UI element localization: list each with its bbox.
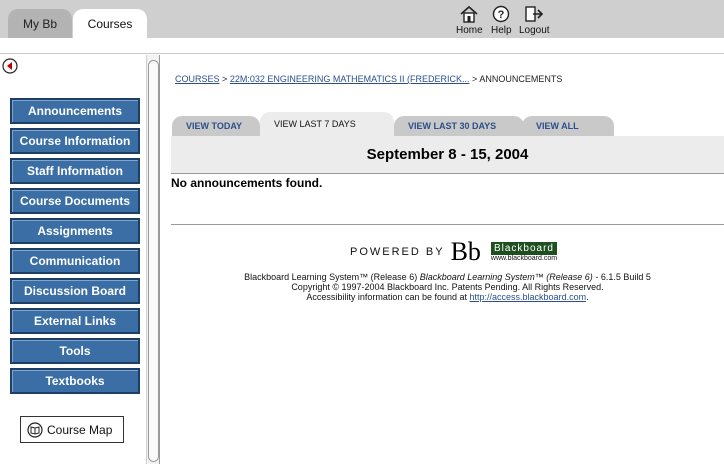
menu-announcements[interactable]: Announcements [10, 98, 140, 124]
copyright-icon: © [332, 282, 339, 292]
svg-text:?: ? [497, 9, 505, 21]
logout-icon [524, 5, 544, 23]
home-icon [459, 5, 479, 23]
main-content [160, 55, 724, 464]
blackboard-logo-word: Blackboard [491, 242, 557, 255]
footer-product-italic: Blackboard Learning System™ (Release 6) [419, 272, 593, 282]
menu-textbooks[interactable]: Textbooks [10, 368, 140, 394]
menu-scrollbar[interactable] [146, 55, 160, 464]
footer-period: . [586, 292, 589, 302]
top-bar-divider [0, 38, 724, 54]
help-label: Help [491, 25, 512, 36]
breadcrumb-separator: > [472, 74, 478, 84]
course-map-label: Course Map [47, 422, 113, 437]
menu-course-information[interactable]: Course Information [10, 128, 140, 154]
powered-by [350, 239, 557, 265]
content-divider [171, 224, 724, 225]
view-tabs [172, 114, 724, 136]
tab-view-all[interactable]: VIEW ALL [522, 116, 614, 136]
bb-logo-mark: Bb [450, 237, 481, 266]
menu-external-links[interactable]: External Links [10, 308, 140, 334]
accessibility-link[interactable]: http://access.blackboard.com [469, 292, 587, 302]
menu-communication[interactable]: Communication [10, 248, 140, 274]
date-range-header [171, 136, 724, 174]
no-announcements-message: No announcements found. [171, 176, 323, 190]
menu-assignments[interactable]: Assignments [10, 218, 140, 244]
tab-view-last-30-days[interactable]: VIEW LAST 30 DAYS [394, 116, 524, 136]
tab-courses[interactable]: Courses [73, 9, 147, 38]
powered-by-label: POWERED BY [350, 246, 445, 258]
blackboard-logo-url: www.blackboard.com [490, 255, 558, 262]
breadcrumb-course[interactable]: 22M:032 ENGINEERING MATHEMATICS II (FREDERICK... [229, 74, 470, 84]
blackboard-logo[interactable] [491, 242, 557, 262]
footer-build: - 6.1.5 Build 5 [595, 272, 651, 282]
footer-copyright-label: Copyright [291, 282, 330, 292]
book-icon [27, 422, 43, 438]
menu-tools[interactable]: Tools [10, 338, 140, 364]
tab-view-last-7-days[interactable]: VIEW LAST 7 DAYS [260, 112, 394, 136]
help-icon [492, 5, 510, 23]
tab-view-today[interactable]: VIEW TODAY [172, 116, 260, 136]
menu-staff-information[interactable]: Staff Information [10, 158, 140, 184]
tab-my-bb[interactable]: My Bb [8, 9, 72, 38]
course-map-button[interactable] [20, 416, 124, 443]
collapse-menu-icon[interactable] [2, 58, 18, 74]
footer [171, 272, 724, 302]
breadcrumb-separator: > [222, 74, 228, 84]
menu-scrollbar-thumb[interactable] [148, 60, 159, 462]
footer-copyright-text: 1997-2004 Blackboard Inc. Patents Pending. All Rights Reserved. [341, 282, 604, 292]
footer-product: Blackboard Learning System™ (Release 6) [244, 272, 418, 282]
home-label: Home [456, 25, 483, 36]
help-link[interactable] [491, 5, 512, 36]
logout-link[interactable] [519, 5, 550, 36]
course-menu-panel [0, 55, 146, 464]
home-link[interactable] [456, 5, 483, 36]
breadcrumb-courses[interactable]: COURSES [175, 74, 220, 84]
footer-version-line [171, 272, 724, 282]
footer-copyright-line [171, 282, 724, 292]
footer-accessibility-text: Accessibility information can be found at [306, 292, 467, 302]
breadcrumb [175, 74, 562, 84]
breadcrumb-current: ANNOUNCEMENTS [479, 74, 563, 84]
menu-discussion-board[interactable]: Discussion Board [10, 278, 140, 304]
footer-accessibility-line [171, 292, 724, 302]
logout-label: Logout [519, 25, 550, 36]
date-range: September 8 - 15, 2004 [366, 146, 529, 163]
menu-course-documents[interactable]: Course Documents [10, 188, 140, 214]
top-bar [0, 0, 724, 38]
